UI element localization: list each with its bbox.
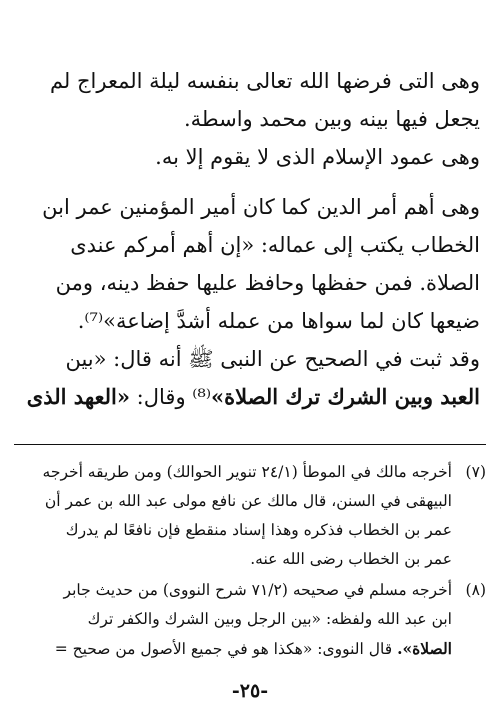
text-line: وهى التى فرضها الله تعالى بنفسه ليلة المعراج لم — [49, 69, 480, 93]
footnote-text: قال النووى: «هكذا هو في جميع الأصول من صحيح = — [54, 640, 398, 658]
footnote-divider — [14, 444, 486, 445]
main-text — [14, 62, 480, 416]
footnote-line: أخرجه مالك في الموطأ (٢٤/١ تنوير الحوالك) ومن طريقه أخرجه — [42, 463, 452, 481]
paragraph-3 — [14, 188, 480, 340]
hadith-quote: العبد وبين الشرك ترك الصلاة» — [211, 384, 480, 409]
footnote-line — [10, 634, 452, 664]
paragraph-2 — [14, 138, 480, 176]
footnote-line: البيهقى في السنن، قال مالك عن نافع مولى عبد الله بن عمر أن — [44, 492, 452, 510]
footnote-7 — [10, 458, 486, 574]
text-line — [14, 378, 480, 416]
text-line: وقد ثبت في الصحيح عن النبى ﷺ أنه قال: «بين — [65, 347, 480, 371]
footnote-number: (٧) — [465, 463, 486, 481]
paragraph-4 — [14, 340, 480, 416]
text-line: وهى أهم أمر الدين كما كان أمير المؤمنين عمر ابن — [42, 195, 480, 219]
page-number: -٢٥- — [231, 680, 269, 702]
footnote-line: أخرجه مسلم في صحيحه (٧١/٢ شرح النووى) من حديث جابر — [63, 581, 452, 599]
paragraph-1 — [14, 62, 480, 138]
footnote-number: (٨) — [465, 581, 486, 599]
text-line: الخطاب يكتب إلى عماله: «إن أهم أمركم عندى — [70, 233, 480, 257]
footnote-line: عمر بن الخطاب فذكره وهذا إسناد منقطع فإن نافعًا لم يدرك — [65, 521, 452, 539]
footnotes — [10, 458, 486, 664]
text-line: الصلاة. فمن حفظها وحافظ عليها حفظ دينه، ومن — [55, 271, 480, 295]
text-line: ضيعها كان لما سواها من عمله أشدَّ إضاعة»⁽⁷⁾. — [77, 309, 480, 333]
connector-text: ⁽⁸⁾ وقال: — [130, 385, 212, 409]
footnote-line: ابن عبد الله ولفظه: «بين الرجل وبين الشرك والكفر ترك — [87, 610, 452, 628]
footnote-8 — [10, 576, 486, 664]
text-line: يجعل فيها بينه وبين محمد واسطة. — [183, 107, 480, 131]
footnote-line: عمر بن الخطاب رضى الله عنه. — [250, 550, 452, 568]
hadith-quote-2: «العهد الذى — [26, 384, 130, 409]
footnote-bold-text: الصلاة». — [397, 639, 452, 658]
text-line: وهى عمود الإسلام الذى لا يقوم إلا به. — [155, 145, 480, 169]
